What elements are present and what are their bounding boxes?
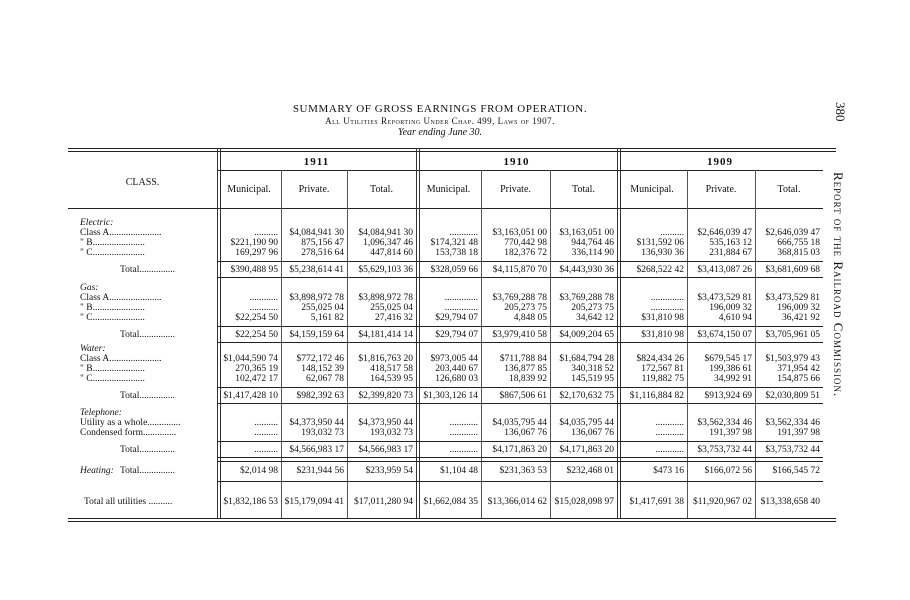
value-cell: $3,753,732 44 bbox=[697, 445, 752, 455]
value-cell: $4,084,941 30 bbox=[289, 228, 344, 238]
value-cell: 34,992 91 bbox=[714, 374, 752, 384]
value-cell: 136,930 36 bbox=[641, 248, 684, 258]
value-cell: $328,059 66 bbox=[430, 265, 478, 275]
value-cell: ............ bbox=[655, 445, 684, 455]
value-cell: 255,025 04 bbox=[370, 303, 413, 313]
value-cell: $2,014 98 bbox=[240, 466, 278, 476]
value-cell: 368,815 03 bbox=[777, 248, 820, 258]
running-head: Report of the Railroad Commission. bbox=[831, 172, 846, 398]
value-cell: 255,025 04 bbox=[301, 303, 344, 313]
value-cell: 875,156 47 bbox=[301, 238, 344, 248]
value-cell: ............ bbox=[249, 303, 278, 313]
value-cell: ............ bbox=[449, 445, 478, 455]
value-cell: $29,794 07 bbox=[435, 330, 478, 340]
value-cell: 770,442 98 bbox=[504, 238, 547, 248]
value-cell: 944,764 46 bbox=[571, 238, 614, 248]
rule bbox=[217, 457, 823, 458]
value-cell: 34,642 12 bbox=[576, 313, 614, 323]
value-cell: $2,646,039 47 bbox=[697, 228, 752, 238]
value-cell: $4,566,983 17 bbox=[358, 445, 413, 455]
value-cell: .............. bbox=[650, 293, 684, 303]
rule bbox=[217, 326, 823, 327]
value-cell: 191,397 98 bbox=[709, 428, 752, 438]
value-cell: $166,545 72 bbox=[772, 466, 820, 476]
value-cell: $3,769,288 78 bbox=[559, 293, 614, 303]
value-cell: $3,413,087 26 bbox=[697, 265, 752, 275]
value-cell: 193,032 73 bbox=[370, 428, 413, 438]
value-cell: $4,181,414 14 bbox=[358, 330, 413, 340]
total-label: Total............... bbox=[120, 391, 176, 401]
value-cell: 136,067 76 bbox=[504, 428, 547, 438]
value-cell: 182,376 72 bbox=[504, 248, 547, 258]
value-cell: $22,254 50 bbox=[235, 330, 278, 340]
value-cell: $867,506 61 bbox=[499, 391, 547, 401]
section-heading: Gas: bbox=[80, 283, 99, 293]
value-cell: $4,443,930 36 bbox=[559, 265, 614, 275]
value-cell: ............ bbox=[449, 428, 478, 438]
value-cell: $3,163,051 00 bbox=[559, 228, 614, 238]
rule bbox=[68, 208, 823, 209]
column-header: Municipal. bbox=[426, 184, 471, 195]
value-cell: 196,009 32 bbox=[777, 303, 820, 313]
value-cell: ............ bbox=[655, 418, 684, 428]
value-cell: 36,421 92 bbox=[782, 313, 820, 323]
value-cell: $3,674,150 07 bbox=[697, 330, 752, 340]
value-cell: $11,920,967 02 bbox=[692, 497, 752, 507]
value-cell: 119,882 75 bbox=[641, 374, 684, 384]
value-cell: $2,170,632 75 bbox=[559, 391, 614, 401]
value-cell: $1,662,084 35 bbox=[423, 497, 478, 507]
section-heading: Water: bbox=[80, 344, 106, 354]
value-cell: $4,035,795 44 bbox=[559, 418, 614, 428]
value-cell: 136,067 76 bbox=[571, 428, 614, 438]
rule bbox=[68, 518, 836, 519]
value-cell: 172,567 81 bbox=[641, 364, 684, 374]
value-cell: $1,303,126 14 bbox=[423, 391, 478, 401]
value-cell: $4,171,863 20 bbox=[492, 445, 547, 455]
value-cell: $913,924 69 bbox=[704, 391, 752, 401]
grand-total-label: Total all utilities .......... bbox=[84, 497, 173, 507]
value-cell: $3,681,609 68 bbox=[765, 265, 820, 275]
value-cell: $13,366,014 62 bbox=[487, 497, 547, 507]
value-cell: $973,005 44 bbox=[430, 354, 478, 364]
value-cell: 153,738 18 bbox=[435, 248, 478, 258]
rule bbox=[217, 261, 823, 262]
value-cell: .......... bbox=[254, 445, 278, 455]
value-cell: $3,753,732 44 bbox=[765, 445, 820, 455]
value-cell: $2,030,809 51 bbox=[765, 391, 820, 401]
rule bbox=[68, 151, 836, 152]
value-cell: 205,273 75 bbox=[504, 303, 547, 313]
row-label: Condensed form.............. bbox=[80, 428, 177, 438]
value-cell: $3,562,334 46 bbox=[697, 418, 752, 428]
value-cell: $13,338,658 40 bbox=[760, 497, 820, 507]
page-number: 380 bbox=[833, 102, 848, 122]
value-cell: 62,067 78 bbox=[306, 374, 344, 384]
value-cell: $1,417,691 38 bbox=[629, 497, 684, 507]
value-cell: $1,417,428 10 bbox=[223, 391, 278, 401]
value-cell: 371,954 42 bbox=[777, 364, 820, 374]
value-cell: 5,161 82 bbox=[310, 313, 344, 323]
value-cell: $268,522 42 bbox=[636, 265, 684, 275]
row-label: Class A...................... bbox=[80, 354, 162, 364]
row-label: " B...................... bbox=[80, 303, 145, 313]
value-cell: $2,646,039 47 bbox=[765, 228, 820, 238]
value-cell: $233,959 54 bbox=[365, 466, 413, 476]
value-cell: 4,610 94 bbox=[718, 313, 752, 323]
total-label: Total............... bbox=[120, 466, 176, 476]
row-label: " C...................... bbox=[80, 248, 145, 258]
value-cell: $772,172 46 bbox=[296, 354, 344, 364]
value-cell: ............ bbox=[449, 418, 478, 428]
value-cell: .......... bbox=[254, 418, 278, 428]
value-cell: 136,877 85 bbox=[504, 364, 547, 374]
value-cell: $4,035,795 44 bbox=[492, 418, 547, 428]
column-header: Total. bbox=[572, 184, 595, 195]
value-cell: 231,884 67 bbox=[709, 248, 752, 258]
value-cell: .......... bbox=[254, 228, 278, 238]
value-cell: 278,516 64 bbox=[301, 248, 344, 258]
rule bbox=[217, 387, 823, 388]
rule bbox=[68, 148, 836, 149]
value-cell: 336,114 90 bbox=[571, 248, 614, 258]
value-cell: $1,832,186 53 bbox=[223, 497, 278, 507]
row-label: " C...................... bbox=[80, 374, 145, 384]
value-cell: $1,044,590 74 bbox=[223, 354, 278, 364]
value-cell: $982,392 63 bbox=[296, 391, 344, 401]
column-header: Private. bbox=[705, 184, 737, 195]
value-cell: 169,297 96 bbox=[235, 248, 278, 258]
value-cell: $174,321 48 bbox=[430, 238, 478, 248]
value-cell: $131,592 06 bbox=[636, 238, 684, 248]
value-cell: $390,488 95 bbox=[230, 265, 278, 275]
rule bbox=[217, 461, 823, 462]
value-cell: 4,848 05 bbox=[513, 313, 547, 323]
value-cell: $1,684,794 28 bbox=[559, 354, 614, 364]
section-heading: Telephone: bbox=[80, 408, 122, 418]
value-cell: $3,705,961 05 bbox=[765, 330, 820, 340]
value-cell: .............. bbox=[650, 303, 684, 313]
value-cell: 1,096,347 46 bbox=[363, 238, 413, 248]
value-cell: 196,009 32 bbox=[709, 303, 752, 313]
value-cell: 205,273 75 bbox=[571, 303, 614, 313]
value-cell: $4,566,983 17 bbox=[289, 445, 344, 455]
class-header: CLASS. bbox=[125, 177, 160, 188]
year-header-1910: 1910 bbox=[503, 156, 530, 168]
row-label: " B...................... bbox=[80, 238, 145, 248]
column-header: Municipal. bbox=[630, 184, 674, 195]
row-label: Class A...................... bbox=[80, 293, 162, 303]
value-cell: $221,190 90 bbox=[230, 238, 278, 248]
value-cell: 145,519 95 bbox=[571, 374, 614, 384]
column-header: Private. bbox=[298, 184, 330, 195]
value-cell: $3,163,051 00 bbox=[492, 228, 547, 238]
rule bbox=[217, 403, 823, 404]
row-label: " B...................... bbox=[80, 364, 145, 374]
value-cell: $31,810 98 bbox=[641, 313, 684, 323]
value-cell: 27,416 32 bbox=[375, 313, 413, 323]
value-cell: $29,794 07 bbox=[435, 313, 478, 323]
total-label: Total............... bbox=[120, 265, 176, 275]
column-header: Municipal. bbox=[227, 184, 271, 195]
column-header: Private. bbox=[500, 184, 531, 195]
value-cell: $824,434 26 bbox=[636, 354, 684, 364]
value-cell: 193,032 73 bbox=[301, 428, 344, 438]
value-cell: $679,545 17 bbox=[704, 354, 752, 364]
value-cell: $4,373,950 44 bbox=[358, 418, 413, 428]
value-cell: $4,159,159 64 bbox=[289, 330, 344, 340]
value-cell: 666,755 18 bbox=[777, 238, 820, 248]
value-cell: .......... bbox=[660, 228, 684, 238]
value-cell: $473 16 bbox=[653, 466, 684, 476]
value-cell: $2,399,820 73 bbox=[358, 391, 413, 401]
value-cell: $166,072 56 bbox=[704, 466, 752, 476]
row-label: Utility as a whole.............. bbox=[80, 418, 181, 428]
value-cell: $3,769,288 78 bbox=[492, 293, 547, 303]
value-cell: ............ bbox=[655, 428, 684, 438]
row-label: " C...................... bbox=[80, 313, 145, 323]
total-label: Total............... bbox=[120, 445, 176, 455]
value-cell: .......... bbox=[254, 428, 278, 438]
value-cell: $3,473,529 81 bbox=[697, 293, 752, 303]
value-cell: 18,839 92 bbox=[509, 374, 547, 384]
value-cell: $22,254 50 bbox=[235, 313, 278, 323]
rule bbox=[217, 441, 823, 442]
value-cell: 191,397 98 bbox=[777, 428, 820, 438]
value-cell: $31,810 98 bbox=[641, 330, 684, 340]
value-cell: 154,875 66 bbox=[777, 374, 820, 384]
value-cell: ............ bbox=[249, 293, 278, 303]
value-cell: $1,116,884 82 bbox=[629, 391, 684, 401]
value-cell: $15,179,094 41 bbox=[284, 497, 344, 507]
value-cell: ............ bbox=[449, 228, 478, 238]
value-cell: $3,562,334 46 bbox=[765, 418, 820, 428]
column-header: Total. bbox=[370, 184, 393, 195]
value-cell: $4,373,950 44 bbox=[289, 418, 344, 428]
value-cell: $231,363 53 bbox=[499, 466, 547, 476]
value-cell: $1,503,979 43 bbox=[765, 354, 820, 364]
value-cell: 418,517 58 bbox=[370, 364, 413, 374]
value-cell: $1,816,763 20 bbox=[358, 354, 413, 364]
value-cell: $4,009,204 65 bbox=[559, 330, 614, 340]
value-cell: $3,898,972 78 bbox=[289, 293, 344, 303]
value-cell: 126,680 03 bbox=[435, 374, 478, 384]
rule bbox=[217, 170, 823, 171]
row-label: Class A...................... bbox=[80, 228, 162, 238]
rule bbox=[68, 521, 836, 522]
value-cell: $15,028,098 97 bbox=[554, 497, 614, 507]
value-cell: 148,152 39 bbox=[301, 364, 344, 374]
year-header-1909: 1909 bbox=[707, 156, 733, 168]
value-cell: $17,011,280 94 bbox=[353, 497, 413, 507]
table-title bbox=[0, 103, 880, 138]
value-cell: 203,440 67 bbox=[435, 364, 478, 374]
subtitle: All Utilities Reporting Under Chap. 499, Laws of 1907. bbox=[325, 116, 555, 126]
value-cell: $3,898,972 78 bbox=[358, 293, 413, 303]
value-cell: $231,944 56 bbox=[296, 466, 344, 476]
total-label: Total............... bbox=[120, 330, 176, 340]
period: Year ending June 30. bbox=[397, 127, 483, 138]
value-cell: .............. bbox=[444, 303, 478, 313]
value-cell: .............. bbox=[444, 293, 478, 303]
heating-heading: Heating: bbox=[80, 466, 114, 476]
value-cell: $4,171,863 20 bbox=[559, 445, 614, 455]
value-cell: 535,163 12 bbox=[709, 238, 752, 248]
title: SUMMARY OF GROSS EARNINGS FROM OPERATION. bbox=[292, 103, 588, 115]
value-cell: $3,473,529 81 bbox=[765, 293, 820, 303]
value-cell: $3,979,410 58 bbox=[492, 330, 547, 340]
value-cell: $711,788 84 bbox=[499, 354, 547, 364]
value-cell: 447,814 60 bbox=[370, 248, 413, 258]
value-cell: $4,115,870 70 bbox=[492, 265, 547, 275]
rule bbox=[217, 277, 823, 278]
value-cell: 199,386 61 bbox=[709, 364, 752, 374]
value-cell: 164,539 95 bbox=[370, 374, 413, 384]
section-heading: Electric: bbox=[80, 218, 114, 228]
column-header: Total. bbox=[777, 184, 801, 195]
value-cell: 340,318 52 bbox=[571, 364, 614, 374]
rule bbox=[217, 481, 823, 482]
value-cell: $232,468 01 bbox=[566, 466, 614, 476]
value-cell: $1,104 48 bbox=[440, 466, 478, 476]
value-cell: 270,365 19 bbox=[235, 364, 278, 374]
value-cell: $5,238,614 41 bbox=[289, 265, 344, 275]
value-cell: $4,084,941 30 bbox=[358, 228, 413, 238]
rule bbox=[217, 342, 823, 343]
year-header-1911: 1911 bbox=[303, 156, 330, 168]
value-cell: 102,472 17 bbox=[235, 374, 278, 384]
value-cell: $5,629,103 36 bbox=[358, 265, 413, 275]
